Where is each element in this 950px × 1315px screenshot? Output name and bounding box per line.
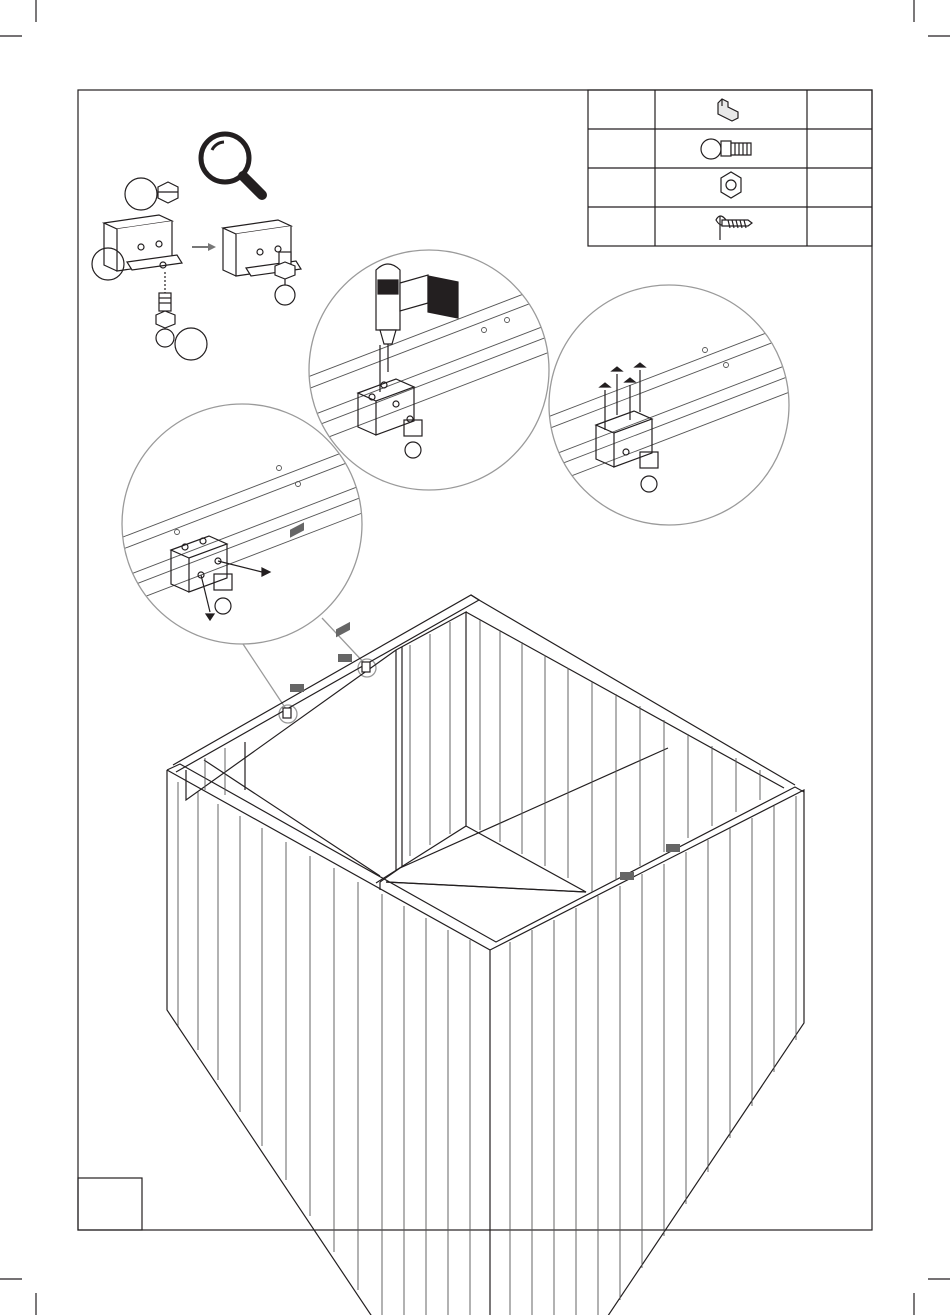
parts-table — [588, 90, 872, 246]
page-frame — [78, 90, 872, 1230]
callout-circle-ball-stud — [175, 328, 207, 360]
assembled-bracket-detail — [223, 220, 301, 305]
vent-icons — [290, 522, 680, 880]
shed-illustration — [167, 522, 804, 1315]
drill-icon — [376, 264, 458, 372]
arrow-right-icon — [192, 243, 216, 251]
bracket-icon — [718, 99, 738, 121]
hex-nut-icon — [721, 172, 741, 198]
magnified-view-screws — [540, 285, 800, 525]
magnifier-icon — [201, 134, 262, 195]
callout-circle-nut — [125, 178, 157, 210]
exploded-bracket-detail — [92, 178, 207, 360]
screw-icon — [716, 216, 752, 240]
step-number-box — [78, 1178, 142, 1230]
leader-lines — [243, 618, 376, 723]
ball-stud-icon — [701, 139, 751, 159]
